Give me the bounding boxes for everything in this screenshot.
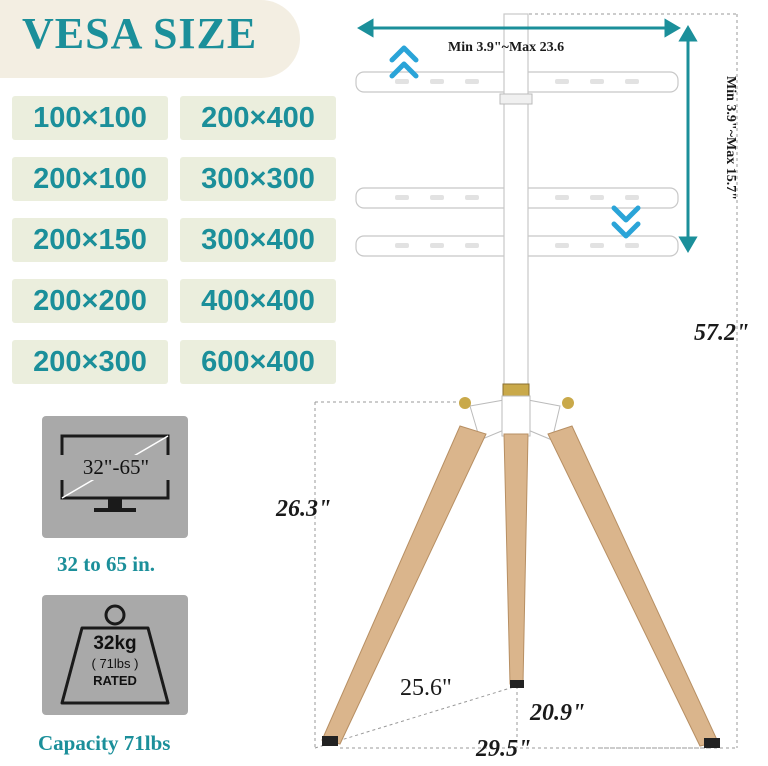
bracket-height-label: Min 3.9"~Max 15.7" (723, 76, 738, 200)
tv-size-caption: 32 to 65 in. (57, 552, 156, 576)
bracket-width-label: Min 3.9"~Max 23.6 (448, 40, 565, 55)
vesa-tile-300x400: 300×400 (180, 218, 336, 262)
weight-rated: RATED (93, 673, 137, 688)
vesa-tile-400x400: 400×400 (180, 279, 336, 323)
page-title: VESA SIZE (22, 9, 258, 58)
tv-size-label: 32"-65" (60, 455, 172, 480)
vesa-tile-200x300: 200×300 (12, 340, 168, 384)
vesa-tile-200x200: 200×200 (12, 279, 168, 323)
vesa-tile-200x150: 200×150 (12, 218, 168, 262)
vesa-tile-200x400: 200×400 (180, 96, 336, 140)
vesa-tile-200x100: 200×100 (12, 157, 168, 201)
weight-caption: Capacity 71lbs (38, 731, 171, 755)
base-depth-label: 25.6" (400, 675, 452, 701)
vesa-tile-100x100: 100×100 (12, 96, 168, 140)
leg-height-label: 26.3" (276, 496, 332, 522)
vesa-tile-300x300: 300×300 (180, 157, 336, 201)
base-width-label: 29.5" (476, 736, 532, 762)
weight-kg: 32kg (93, 633, 137, 654)
weight-lbs: ( 71lbs ) (91, 656, 139, 671)
total-height-label: 57.2" (694, 320, 750, 346)
base-side-label: 20.9" (530, 700, 586, 726)
vesa-tile-600x400: 600×400 (180, 340, 336, 384)
